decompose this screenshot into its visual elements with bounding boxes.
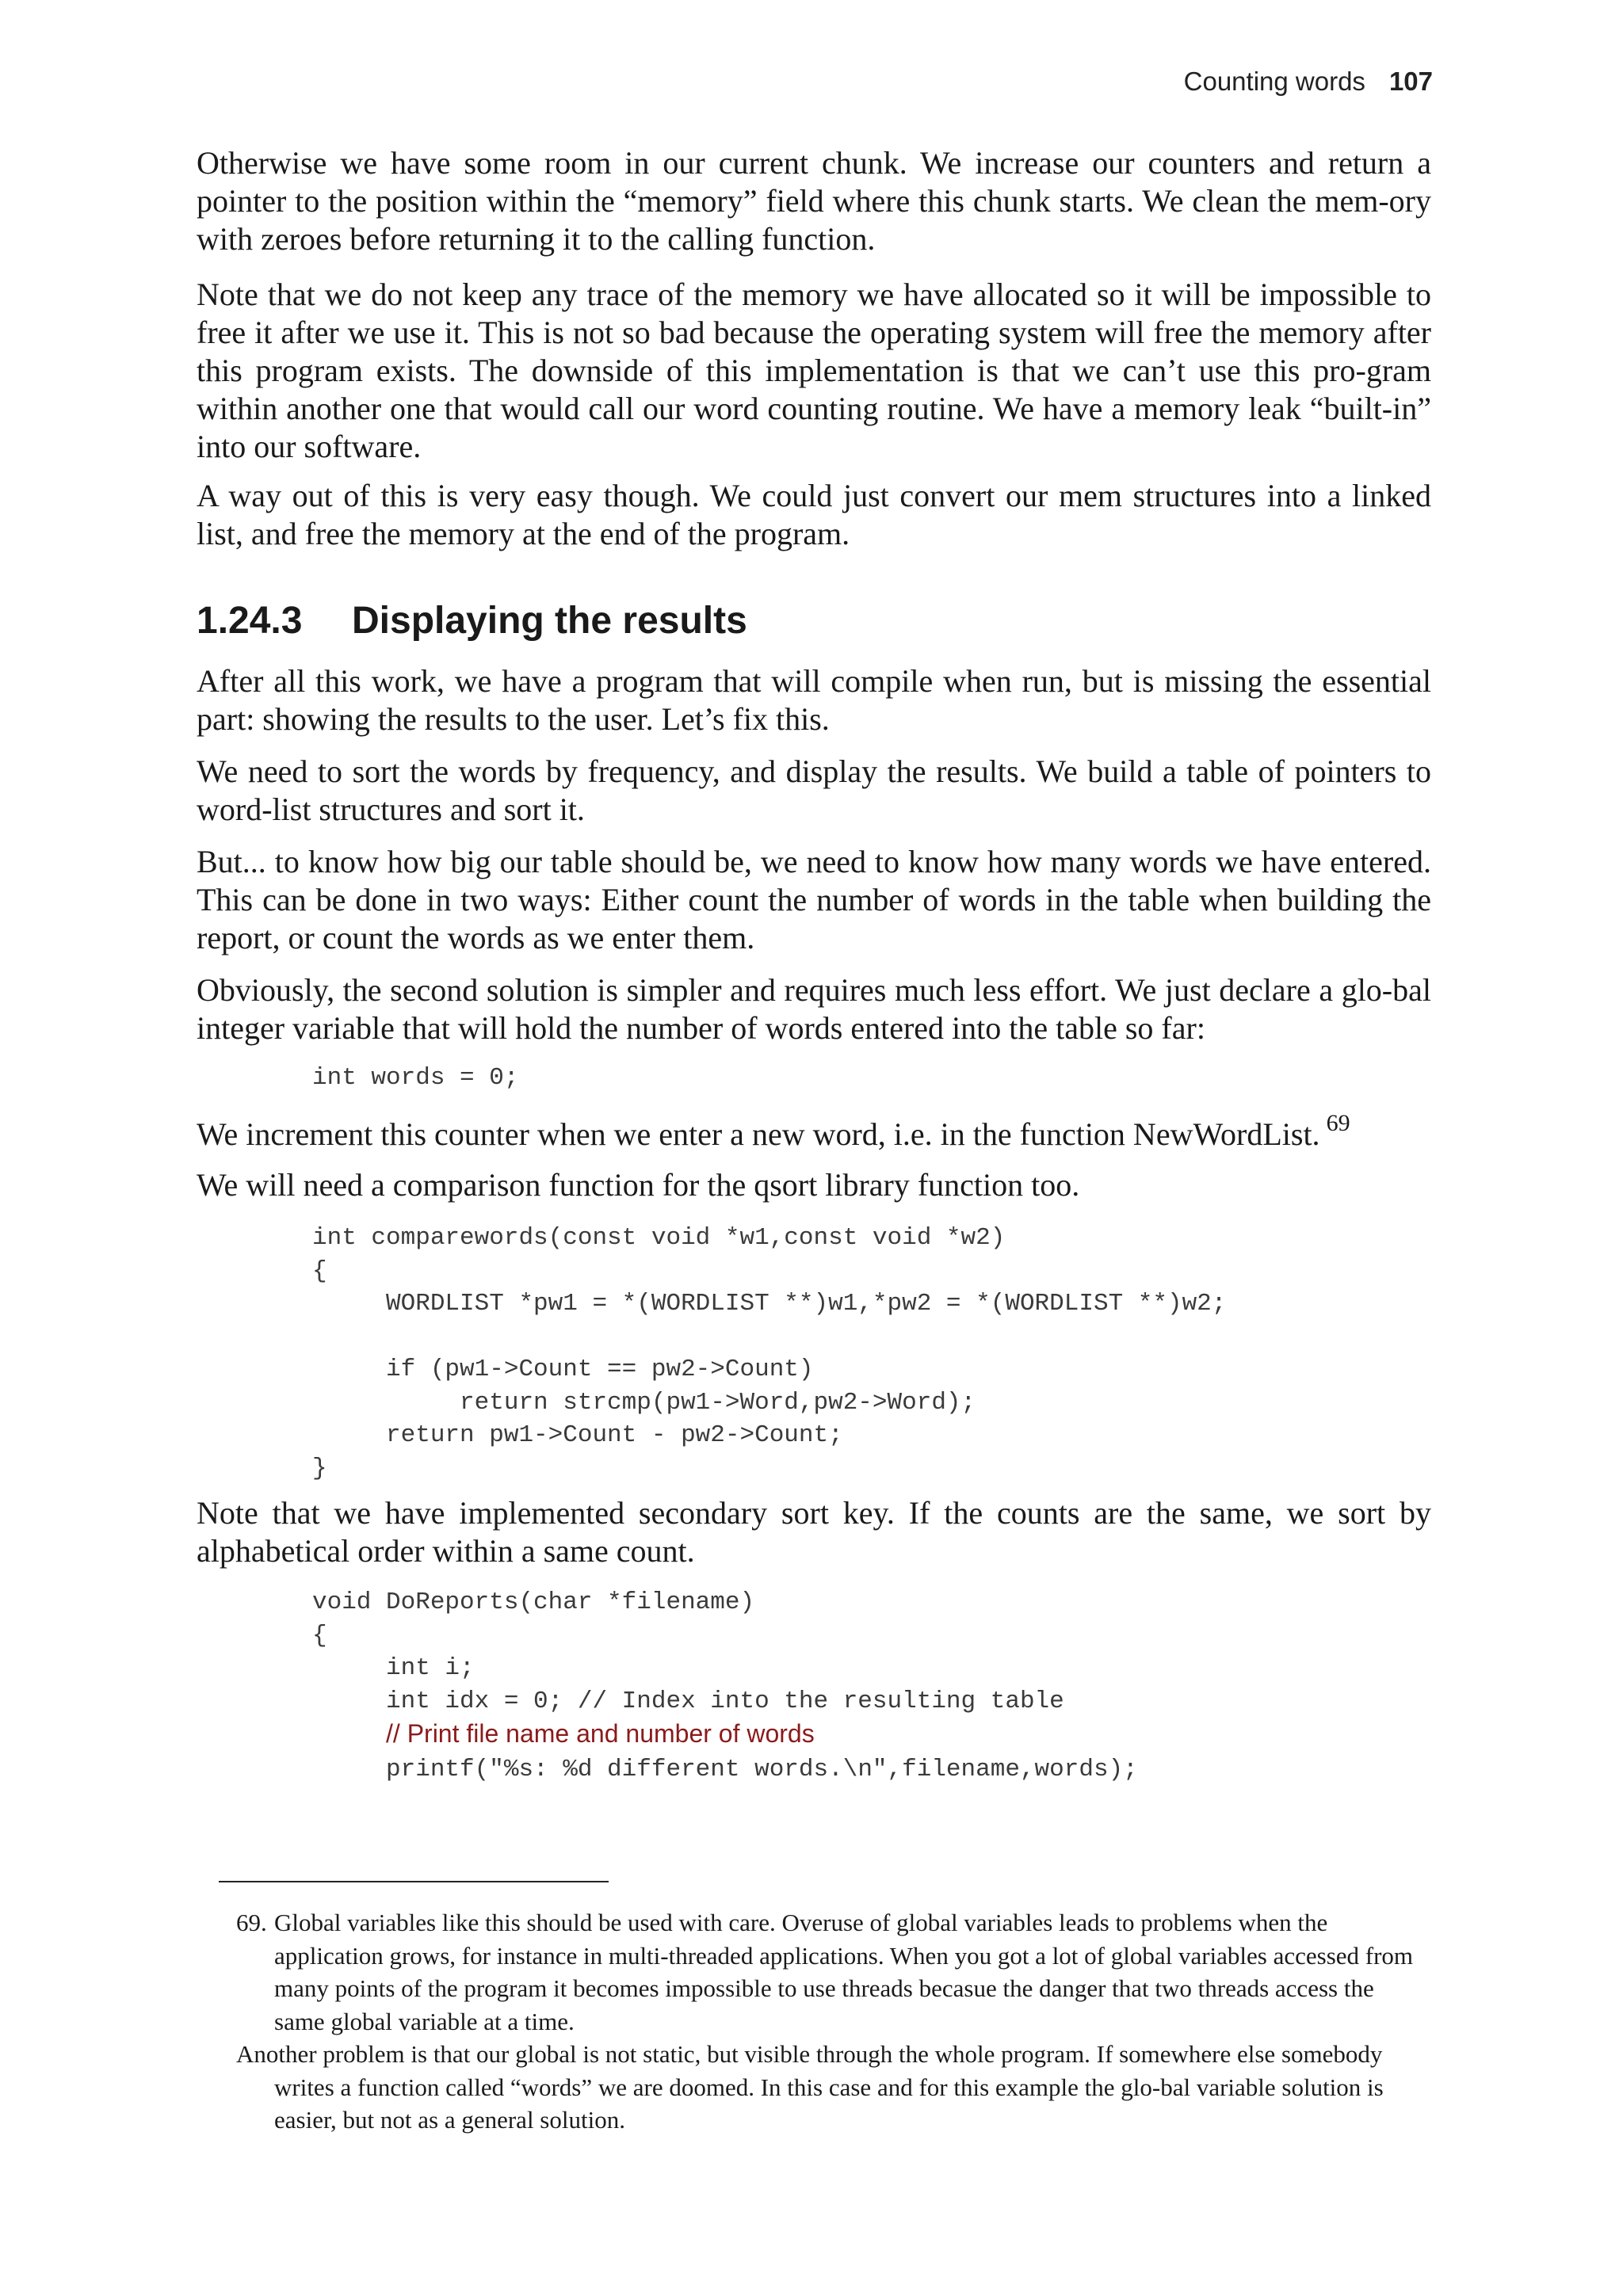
paragraph-memory-leak: Note that we do not keep any trace of the memory we have allocated so it will be impossible to free it after we use it. This is not so bad because the operating system will free the memory after this program exists. The downside of this implementation is that we can’t use this pro-gram within another one that would call our word counting routine. We have a memory leak “built-in” into our software. <box>197 277 1431 464</box>
code-doreports-function <box>312 1586 1138 1786</box>
running-title: Counting words <box>1183 67 1365 96</box>
paragraph-chunk-memory: Otherwise we have some room in our current chunk. We increase our counters and return a pointer to the position within the “memory” field where this chunk starts. We clean the mem-ory with zeroes before returning it to the calling function. <box>197 145 1431 257</box>
footnote-text-2: Another problem is that our global is not static, but visible through the whole program. If somewhere else somebody writes a function called “words” we are doomed. In this case and for this example the glo-bal variable solution is easier, but not as a general solution. <box>236 2040 1384 2134</box>
paragraph-linked-list: A way out of this is very easy though. We could just convert our mem structures into a linked list, and free the memory at the end of the program. <box>197 478 1431 551</box>
footnote-text-1: Global variables like this should be used with care. Overuse of global variables leads to problems when the application grows, for instance in multi-threaded applications. When you got a lot of global variables accessed from many points of the program it becomes impossible to use threads becasue the danger that two threads access the same global variable at a time. <box>274 1909 1414 2035</box>
page-number: 107 <box>1388 67 1433 96</box>
section-title: Displaying the results <box>352 600 747 642</box>
code-words-declaration: int words = 0; <box>312 1064 519 1092</box>
paragraph-global-counter: Obviously, the second solution is simpler and requires much less effort. We just declare a glo-bal integer variable that will hold the number of words entered into the table so far: <box>197 972 1431 1046</box>
section-number: 1.24.3 <box>197 600 303 642</box>
footnote-divider <box>219 1881 609 1882</box>
footnote-number: 69. <box>236 1909 267 1936</box>
paragraph-sort-words: We need to sort the words by frequency, and display the results. We build a table of pointers to word-list structures and sort it. <box>197 753 1431 827</box>
code-comparewords-function: int comparewords(const void *w1,const void *w2) { WORDLIST *pw1 = *(WORDLIST **)w1,*pw2 = *(WORDLIST **)w2; if (pw1->Count == pw2->Count) return strcmp(pw1->Word,pw2->Word); return pw1->Count - pw2->Count; } <box>312 1224 1227 1482</box>
footnote-69 <box>236 1906 1428 2038</box>
paragraph-increment-counter <box>197 1110 1431 1154</box>
paragraph-secondary-sort: Note that we have implemented secondary sort key. If the counts are the same, we sort by alphabetical order within a same count. <box>197 1495 1431 1569</box>
paragraph-qsort: We will need a comparison function for the qsort library function too. <box>197 1167 1080 1203</box>
running-header <box>1184 67 1433 97</box>
code-doreports-comment: // Print file name and number of words <box>386 1719 815 1748</box>
section-heading <box>197 599 747 643</box>
paragraph-table-size: But... to know how big our table should be, we need to know how many words we have entered. This can be done in two ways: Either count the number of words in the table when building the report, or count the words as we enter them. <box>197 844 1431 955</box>
footnote-reference: 69 <box>1326 1110 1350 1136</box>
code-doreports-printf: printf("%s: %d different words.\n",filename,words); <box>386 1755 1138 1783</box>
code-doreports-head: void DoReports(char *filename) { int i; int idx = 0; // Index into the resulting table <box>312 1589 1064 1715</box>
paragraph-increment-text: We increment this counter when we enter a new word, i.e. in the function NewWordList. <box>197 1116 1320 1152</box>
footnote-69-continued <box>236 2038 1385 2137</box>
paragraph-missing-results: After all this work, we have a program that will compile when run, but is missing the essential part: showing the results to the user. Let’s fix this. <box>197 663 1431 737</box>
